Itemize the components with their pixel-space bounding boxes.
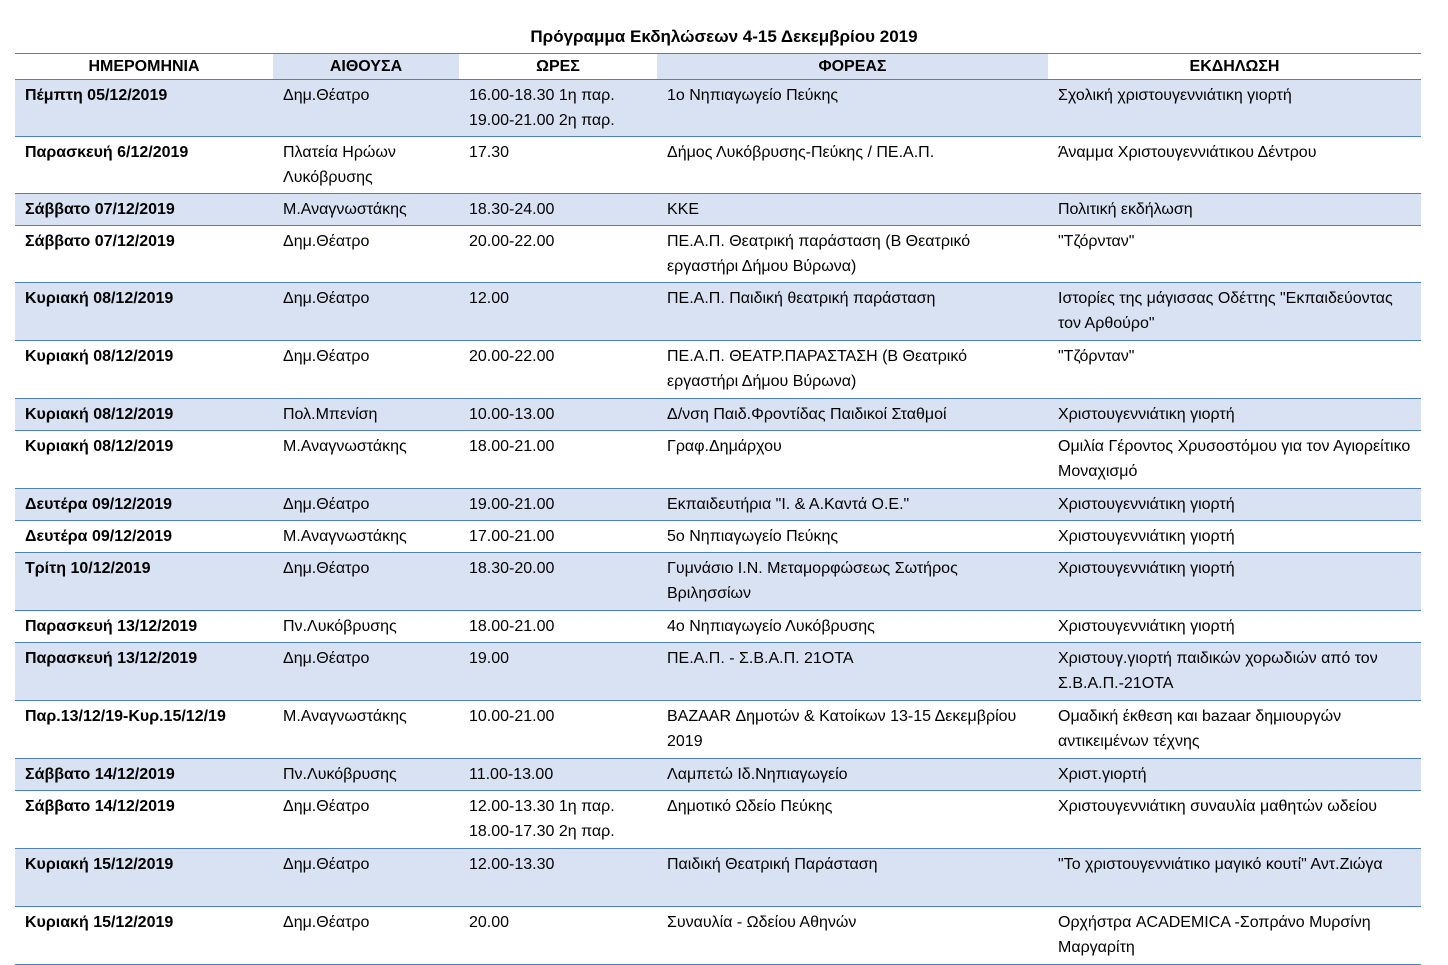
cell-time	[459, 399, 657, 431]
table-row	[15, 611, 1421, 643]
cell-organizer: Λαμπετώ Ιδ.Νηπιαγωγείο	[657, 759, 1048, 791]
cell-venue: Δημ.Θέατρο	[273, 80, 459, 137]
cell-event: Ιστορίες της μάγισσας Οδέττης "Εκπαιδεύοντας τον Αρθούρο"	[1048, 283, 1421, 341]
cell-venue: Μ.Αναγνωστάκης	[273, 521, 459, 553]
time-line: 19.00-21.00	[469, 496, 555, 513]
cell-event: Χριστουγεννιάτικη γιορτή	[1048, 399, 1421, 431]
table-row	[15, 341, 1421, 399]
cell-event: Χριστουγεννιάτικη συναυλία μαθητών ωδείου	[1048, 791, 1421, 849]
cell-time	[459, 283, 657, 341]
time-line: 19.00	[469, 650, 510, 667]
cell-venue: Δημ.Θέατρο	[273, 907, 459, 965]
cell-time	[459, 80, 657, 137]
time-line: 16.00-18.30 1η παρ.	[469, 87, 615, 104]
table-row	[15, 643, 1421, 701]
cell-time	[459, 137, 657, 194]
table-row	[15, 80, 1421, 137]
cell-venue: Δημ.Θέατρο	[273, 849, 459, 907]
time-line: 18.30-24.00	[469, 201, 555, 218]
cell-venue: Δημ.Θέατρο	[273, 791, 459, 849]
table-row	[15, 521, 1421, 553]
cell-date: Κυριακή 15/12/2019	[15, 907, 273, 965]
cell-date: Κυριακή 08/12/2019	[15, 283, 273, 341]
table-row	[15, 283, 1421, 341]
cell-time	[459, 553, 657, 611]
cell-event: Χριστουγ.γιορτή παιδικών χορωδιών από τον Σ.Β.Α.Π.-21ΟΤΑ	[1048, 643, 1421, 701]
table-header-row	[15, 54, 1421, 80]
cell-venue: Δημ.Θέατρο	[273, 643, 459, 701]
cell-date: Σάββατο 14/12/2019	[15, 791, 273, 849]
cell-venue: Μ.Αναγνωστάκης	[273, 431, 459, 489]
cell-time	[459, 701, 657, 759]
time-line: 17.00-21.00	[469, 528, 555, 545]
cell-organizer: 1ο Νηπιαγωγείο Πεύκης	[657, 80, 1048, 137]
cell-event: Άναμμα Χριστουγεννιάτικου Δέντρου	[1048, 137, 1421, 194]
header-organizer: ΦΟΡΕΑΣ	[657, 54, 1048, 80]
time-line: 12.00	[469, 290, 510, 307]
cell-organizer: BAZAAR Δημοτών & Κατοίκων 13-15 Δεκεμβρίου 2019	[657, 701, 1048, 759]
table-row	[15, 849, 1421, 907]
cell-event: "Τζόρνταν"	[1048, 341, 1421, 399]
table-row	[15, 701, 1421, 759]
page-title: Πρόγραμμα Εκδηλώσεων 4-15 Δεκεμβρίου 2019	[530, 27, 918, 46]
cell-organizer: ΠΕ.Α.Π. Παιδική θεατρική παράσταση	[657, 283, 1048, 341]
cell-time	[459, 194, 657, 226]
table-row	[15, 226, 1421, 283]
cell-date: Τρίτη 10/12/2019	[15, 553, 273, 611]
time-line: 10.00-21.00	[469, 708, 555, 725]
cell-event: Χριστουγεννιάτικη γιορτή	[1048, 521, 1421, 553]
header-time: ΩΡΕΣ	[459, 54, 657, 80]
cell-event: "Τζόρνταν"	[1048, 226, 1421, 283]
cell-date: Δευτέρα 09/12/2019	[15, 521, 273, 553]
cell-date: Πέμπτη 05/12/2019	[15, 80, 273, 137]
cell-venue: Δημ.Θέατρο	[273, 553, 459, 611]
cell-venue: Μ.Αναγνωστάκης	[273, 701, 459, 759]
cell-organizer: 4ο Νηπιαγωγείο Λυκόβρυσης	[657, 611, 1048, 643]
cell-time	[459, 791, 657, 849]
header-venue: ΑΙΘΟΥΣΑ	[273, 54, 459, 80]
cell-venue: Πν.Λυκόβρυσης	[273, 611, 459, 643]
table-row	[15, 431, 1421, 489]
table-row	[15, 907, 1421, 965]
cell-venue: Πλατεία Ηρώων Λυκόβρυσης	[273, 137, 459, 194]
time-line: 18.00-21.00	[469, 618, 555, 635]
table-row	[15, 137, 1421, 194]
table-row	[15, 489, 1421, 521]
header-date: ΗΜΕΡΟΜΗΝΙΑ	[15, 54, 273, 80]
cell-organizer: ΚΚΕ	[657, 194, 1048, 226]
table-row	[15, 791, 1421, 849]
cell-venue: Δημ.Θέατρο	[273, 489, 459, 521]
cell-time	[459, 907, 657, 965]
cell-time	[459, 849, 657, 907]
time-line: 20.00-22.00	[469, 348, 555, 365]
cell-time	[459, 226, 657, 283]
cell-event: Χριστουγεννιάτικη γιορτή	[1048, 553, 1421, 611]
cell-organizer: Γραφ.Δημάρχου	[657, 431, 1048, 489]
time-line: 17.30	[469, 144, 510, 161]
time-line: 12.00-13.30 1η παρ.	[469, 798, 615, 815]
cell-organizer: Δήμος Λυκόβρυσης-Πεύκης / ΠΕ.Α.Π.	[657, 137, 1048, 194]
cell-organizer: Εκπαιδευτήρια "Ι. & Α.Καντά Ο.Ε."	[657, 489, 1048, 521]
table-row	[15, 194, 1421, 226]
cell-event: Χριστουγεννιάτικη γιορτή	[1048, 489, 1421, 521]
cell-event: Ορχήστρα ACADEMICA -Σοπράνο Μυρσίνη Μαργαρίτη	[1048, 907, 1421, 965]
cell-date: Κυριακή 08/12/2019	[15, 431, 273, 489]
cell-organizer: Συναυλία - Ωδείου Αθηνών	[657, 907, 1048, 965]
cell-date: Κυριακή 08/12/2019	[15, 341, 273, 399]
cell-event: "Το χριστουγεννιάτικο μαγικό κουτί" Αντ.Ζιώγα	[1048, 849, 1421, 907]
table-row	[15, 399, 1421, 431]
time-line: 20.00	[469, 914, 510, 931]
time-line: 10.00-13.00	[469, 406, 555, 423]
cell-time	[459, 611, 657, 643]
time-line: 11.00-13.00	[469, 766, 554, 783]
cell-date: Κυριακή 08/12/2019	[15, 399, 273, 431]
table-row	[15, 553, 1421, 611]
cell-organizer: ΠΕ.Α.Π. Θεατρική παράσταση (Β Θεατρικό εργαστήρι Δήμου Βύρωνα)	[657, 226, 1048, 283]
cell-date: Δευτέρα 09/12/2019	[15, 489, 273, 521]
cell-date: Σάββατο 14/12/2019	[15, 759, 273, 791]
cell-event: Χριστ.γιορτή	[1048, 759, 1421, 791]
cell-date: Σάββατο 07/12/2019	[15, 226, 273, 283]
cell-venue: Δημ.Θέατρο	[273, 341, 459, 399]
time-line: 20.00-22.00	[469, 233, 555, 250]
time-line: 19.00-21.00 2η παρ.	[469, 112, 615, 129]
cell-time	[459, 521, 657, 553]
cell-time	[459, 759, 657, 791]
cell-venue: Πολ.Μπενίση	[273, 399, 459, 431]
cell-date: Σάββατο 07/12/2019	[15, 194, 273, 226]
header-event: ΕΚΔΗΛΩΣΗ	[1048, 54, 1421, 80]
cell-date: Παρασκευή 13/12/2019	[15, 643, 273, 701]
cell-organizer: Παιδική Θεατρική Παράσταση	[657, 849, 1048, 907]
cell-time	[459, 431, 657, 489]
cell-time	[459, 643, 657, 701]
cell-time	[459, 341, 657, 399]
cell-organizer: Δημοτικό Ωδείο Πεύκης	[657, 791, 1048, 849]
cell-event: Χριστουγεννιάτικη γιορτή	[1048, 611, 1421, 643]
time-line: 12.00-13.30	[469, 856, 555, 873]
time-line: 18.30-20.00	[469, 560, 555, 577]
cell-event: Ομαδική έκθεση και bazaar δημιουργών αντικειμένων τέχνης	[1048, 701, 1421, 759]
cell-venue: Δημ.Θέατρο	[273, 226, 459, 283]
cell-event: Σχολική χριστουγεννιάτικη γιορτή	[1048, 80, 1421, 137]
cell-time	[459, 489, 657, 521]
cell-date: Κυριακή 15/12/2019	[15, 849, 273, 907]
cell-date: Παρ.13/12/19-Κυρ.15/12/19	[15, 701, 273, 759]
table-row	[15, 759, 1421, 791]
time-line: 18.00-21.00	[469, 438, 555, 455]
cell-date: Παρασκευή 6/12/2019	[15, 137, 273, 194]
cell-event: Πολιτική εκδήλωση	[1048, 194, 1421, 226]
cell-organizer: ΠΕ.Α.Π. - Σ.Β.Α.Π. 21ΟΤΑ	[657, 643, 1048, 701]
cell-venue: Μ.Αναγνωστάκης	[273, 194, 459, 226]
cell-venue: Πν.Λυκόβρυσης	[273, 759, 459, 791]
cell-event: Ομιλία Γέροντος Χρυσοστόμου για τον Αγιορείτικο Μοναχισμό	[1048, 431, 1421, 489]
cell-organizer: Γυμνάσιο Ι.Ν. Μεταμορφώσεως Σωτήρος Βριλησσίων	[657, 553, 1048, 611]
events-table	[15, 53, 1421, 965]
cell-organizer: ΠΕ.Α.Π. ΘΕΑΤΡ.ΠΑΡΑΣΤΑΣΗ (Β Θεατρικό εργαστήρι Δήμου Βύρωνα)	[657, 341, 1048, 399]
cell-date: Παρασκευή 13/12/2019	[15, 611, 273, 643]
time-line: 18.00-17.30 2η παρ.	[469, 823, 615, 840]
cell-organizer: 5ο Νηπιαγωγείο Πεύκης	[657, 521, 1048, 553]
cell-venue: Δημ.Θέατρο	[273, 283, 459, 341]
cell-organizer: Δ/νση Παιδ.Φροντίδας Παιδικοί Σταθμοί	[657, 399, 1048, 431]
